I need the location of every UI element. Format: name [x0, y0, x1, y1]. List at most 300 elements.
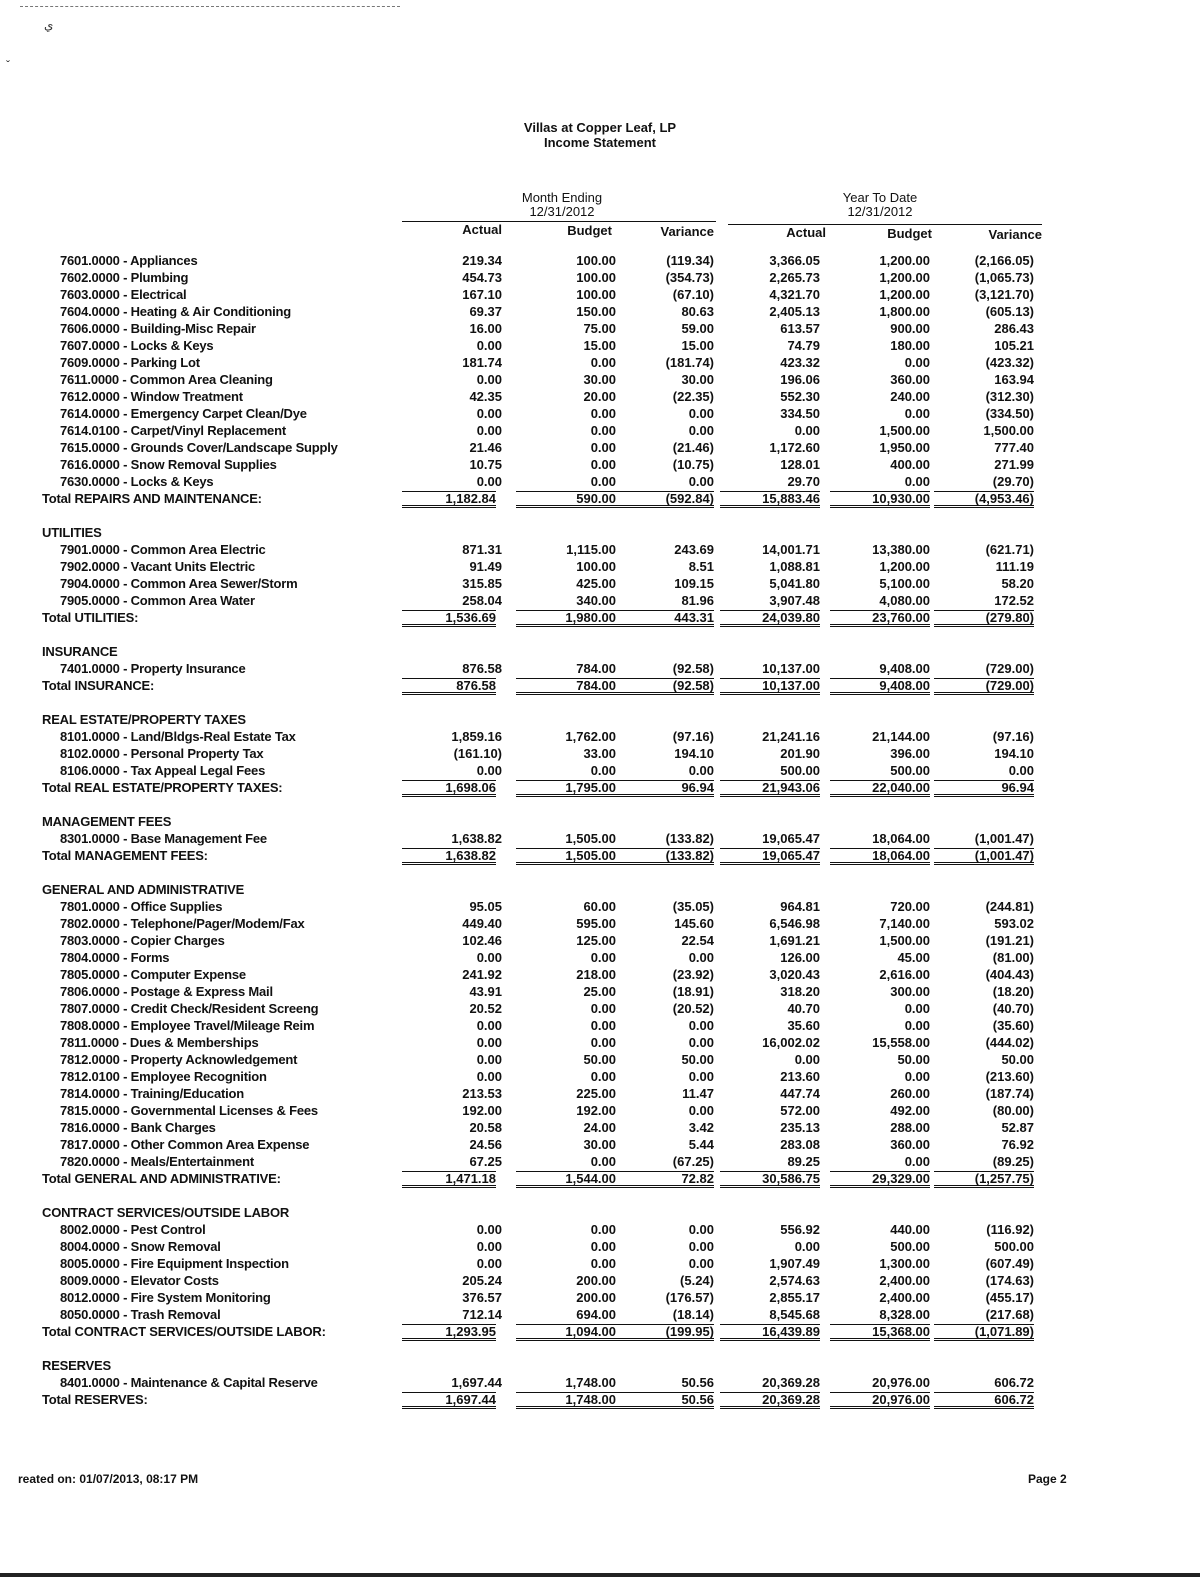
month-variance-cell: 0.00	[688, 1018, 714, 1033]
ytd-variance-cell: 286.43	[994, 321, 1034, 336]
ytd-actual-cell: 16,439.89	[720, 1324, 820, 1341]
ytd-actual-cell: 5,041.80	[769, 576, 820, 591]
ytd-actual-cell: 196.06	[780, 372, 820, 387]
table-row	[0, 1374, 1200, 1391]
section-label: INSURANCE	[42, 644, 118, 659]
ytd-actual-cell: 447.74	[780, 1086, 820, 1101]
ytd-actual-cell: 8,545.68	[769, 1307, 820, 1322]
ytd-budget-cell: 1,200.00	[879, 270, 930, 285]
ytd-variance-cell: (191.21)	[985, 933, 1034, 948]
ytd-actual-cell: 613.57	[780, 321, 820, 336]
ytd-variance-cell: 105.21	[994, 338, 1034, 353]
table-row	[0, 1017, 1200, 1034]
spacer-row	[0, 796, 1200, 813]
account-label: 7820.0000 - Meals/Entertainment	[60, 1154, 254, 1169]
scan-mark: ي	[44, 18, 54, 32]
month-actual-cell: 0.00	[476, 1052, 502, 1067]
col-budget-ytd: Budget	[887, 226, 932, 241]
ytd-variance-cell: (80.00)	[992, 1103, 1034, 1118]
ytd-budget-cell: 1,950.00	[879, 440, 930, 455]
ytd-variance-cell: 52.87	[1001, 1120, 1034, 1135]
month-variance-cell: 0.00	[688, 1103, 714, 1118]
month-budget-cell: 1,795.00	[516, 780, 616, 797]
ytd-budget-cell: 1,500.00	[879, 423, 930, 438]
month-variance-cell: 59.00	[681, 321, 714, 336]
month-actual-cell: 0.00	[476, 1239, 502, 1254]
ytd-variance-cell: (3,121.70)	[974, 287, 1034, 302]
table-row	[0, 303, 1200, 320]
month-budget-cell: 0.00	[590, 1154, 616, 1169]
account-label: 8401.0000 - Maintenance & Capital Reserve	[60, 1375, 318, 1390]
month-variance-cell: (23.92)	[672, 967, 714, 982]
account-label: 8102.0000 - Personal Property Tax	[60, 746, 264, 761]
month-budget-cell: 1,505.00	[565, 831, 616, 846]
ytd-actual-cell: 15,883.46	[720, 491, 820, 508]
ytd-variance-cell: (605.13)	[985, 304, 1034, 319]
ytd-actual-cell: 201.90	[780, 746, 820, 761]
month-actual-cell: 876.58	[462, 661, 502, 676]
ytd-actual-cell: 20,369.28	[720, 1392, 820, 1409]
ytd-actual-cell: 14,001.71	[762, 542, 820, 557]
month-budget-cell: 30.00	[583, 372, 616, 387]
ytd-actual-cell: 126.00	[780, 950, 820, 965]
account-label: 7814.0000 - Training/Education	[60, 1086, 245, 1101]
month-actual-cell: 241.92	[462, 967, 502, 982]
month-variance-cell: 50.56	[614, 1392, 714, 1409]
month-variance-cell: (133.82)	[614, 848, 714, 865]
month-actual-cell: 1,698.06	[402, 780, 496, 797]
month-variance-cell: 0.00	[688, 474, 714, 489]
table-row	[0, 1306, 1200, 1323]
table-row	[0, 830, 1200, 847]
scan-mark: ˇ	[6, 58, 10, 72]
ytd-actual-cell: 2,265.73	[769, 270, 820, 285]
month-actual-cell: 0.00	[476, 338, 502, 353]
month-actual-cell: 1,859.16	[451, 729, 502, 744]
month-actual-cell: 42.35	[469, 389, 502, 404]
account-label: 8301.0000 - Base Management Fee	[60, 831, 267, 846]
ytd-budget-cell: 45.00	[897, 950, 930, 965]
ytd-actual-cell: 35.60	[787, 1018, 820, 1033]
month-actual-cell: 1,697.44	[402, 1392, 496, 1409]
ytd-actual-cell: 2,574.63	[769, 1273, 820, 1288]
spacer-row	[0, 864, 1200, 881]
ytd-actual-cell: 21,241.16	[762, 729, 820, 744]
month-budget-cell: 0.00	[590, 1222, 616, 1237]
month-budget-cell: 100.00	[576, 270, 616, 285]
ytd-actual-cell: 3,020.43	[769, 967, 820, 982]
section-label: REAL ESTATE/PROPERTY TAXES	[42, 712, 246, 727]
table-row	[0, 1034, 1200, 1051]
ytd-label: Year To Date	[842, 190, 918, 205]
account-label: 7630.0000 - Locks & Keys	[60, 474, 214, 489]
month-variance-cell: 5.44	[688, 1137, 714, 1152]
ytd-budget-cell: 180.00	[890, 338, 930, 353]
ytd-budget-cell: 260.00	[890, 1086, 930, 1101]
ytd-actual-cell: 0.00	[794, 1052, 820, 1067]
ytd-budget-cell: 29,329.00	[830, 1171, 930, 1188]
month-budget-cell: 200.00	[576, 1290, 616, 1305]
ytd-budget-cell: 440.00	[890, 1222, 930, 1237]
month-actual-cell: 0.00	[476, 950, 502, 965]
month-actual-cell: 876.58	[402, 678, 496, 695]
table-row	[0, 1068, 1200, 1085]
ytd-actual-cell: 19,065.47	[720, 848, 820, 865]
table-row	[0, 1051, 1200, 1068]
ytd-budget-cell: 1,500.00	[879, 933, 930, 948]
ytd-budget-cell: 2,400.00	[879, 1273, 930, 1288]
ytd-budget-cell: 5,100.00	[879, 576, 930, 591]
month-variance-cell: (133.82)	[665, 831, 714, 846]
month-budget-cell: 0.00	[590, 355, 616, 370]
ytd-variance-cell: (35.60)	[992, 1018, 1034, 1033]
month-actual-cell: 0.00	[476, 406, 502, 421]
ytd-actual-cell: 0.00	[794, 1239, 820, 1254]
month-actual-cell: 91.49	[469, 559, 502, 574]
ytd-actual-cell: 74.79	[787, 338, 820, 353]
ytd-actual-cell: 556.92	[780, 1222, 820, 1237]
ytd-budget-cell: 500.00	[890, 1239, 930, 1254]
ytd-budget-cell: 1,200.00	[879, 253, 930, 268]
total-row	[0, 677, 1200, 694]
month-budget-cell: 0.00	[590, 1018, 616, 1033]
account-label: 7614.0100 - Carpet/Vinyl Replacement	[60, 423, 286, 438]
month-budget-cell: 0.00	[590, 1035, 616, 1050]
month-variance-cell: 0.00	[688, 423, 714, 438]
month-variance-cell: 15.00	[681, 338, 714, 353]
month-actual-cell: 1,471.18	[402, 1171, 496, 1188]
month-variance-cell: (199.95)	[614, 1324, 714, 1341]
ytd-actual-cell: 500.00	[780, 763, 820, 778]
ytd-actual-cell: 40.70	[787, 1001, 820, 1016]
ytd-budget-cell: 240.00	[890, 389, 930, 404]
month-variance-cell: (67.25)	[672, 1154, 714, 1169]
company-name: Villas at Copper Leaf, LP	[523, 120, 677, 135]
ytd-variance-cell: (244.81)	[985, 899, 1034, 914]
ytd-actual-cell: 10,137.00	[762, 661, 820, 676]
account-label: 8106.0000 - Tax Appeal Legal Fees	[60, 763, 266, 778]
month-budget-cell: 25.00	[583, 984, 616, 999]
account-label: Total MANAGEMENT FEES:	[42, 848, 208, 863]
month-variance-cell: (592.84)	[614, 491, 714, 508]
month-variance-cell: 8.51	[688, 559, 714, 574]
account-label: 7808.0000 - Employee Travel/Mileage Reim	[60, 1018, 315, 1033]
section-label: UTILITIES	[42, 525, 102, 540]
month-variance-cell: 0.00	[688, 763, 714, 778]
table-row	[0, 422, 1200, 439]
account-label: 7817.0000 - Other Common Area Expense	[60, 1137, 310, 1152]
month-variance-cell: 11.47	[682, 1086, 714, 1101]
month-budget-cell: 0.00	[590, 950, 616, 965]
month-budget-cell: 200.00	[576, 1273, 616, 1288]
ytd-budget-cell: 300.00	[890, 984, 930, 999]
ytd-variance-cell: (607.49)	[985, 1256, 1034, 1271]
ytd-actual-cell: 1,907.49	[769, 1256, 820, 1271]
ytd-actual-cell: 30,586.75	[720, 1171, 820, 1188]
col-actual-ytd: Actual	[786, 225, 826, 240]
account-label: 7609.0000 - Parking Lot	[60, 355, 200, 370]
ytd-actual-cell: 19,065.47	[762, 831, 820, 846]
table-row	[0, 745, 1200, 762]
section-label: GENERAL AND ADMINISTRATIVE	[42, 882, 245, 897]
account-label: 7812.0000 - Property Acknowledgement	[60, 1052, 298, 1067]
month-budget-cell: 590.00	[516, 491, 616, 508]
month-variance-cell: (119.34)	[666, 253, 714, 268]
account-label: Total RESERVES:	[42, 1392, 148, 1407]
ytd-budget-cell: 900.00	[890, 321, 930, 336]
table-row	[0, 439, 1200, 456]
month-variance-cell: 72.82	[614, 1171, 714, 1188]
col-budget-month: Budget	[567, 223, 612, 238]
account-label: 8004.0000 - Snow Removal	[60, 1239, 221, 1254]
month-budget-cell: 100.00	[576, 287, 616, 302]
total-row	[0, 490, 1200, 507]
month-ending-label: Month Ending	[521, 190, 603, 205]
account-label: 7606.0000 - Building-Misc Repair	[60, 321, 256, 336]
month-actual-cell: 219.34	[462, 253, 502, 268]
ytd-variance-cell: 777.40	[994, 440, 1034, 455]
month-variance-cell: 80.63	[681, 304, 714, 319]
month-budget-cell: 30.00	[583, 1137, 616, 1152]
month-budget-cell: 0.00	[590, 763, 616, 778]
month-actual-cell: 167.10	[462, 287, 502, 302]
ytd-budget-cell: 13,380.00	[872, 542, 930, 557]
account-label: 8002.0000 - Pest Control	[60, 1222, 206, 1237]
month-actual-cell: 1,536.69	[402, 610, 496, 627]
col-variance-ytd: Variance	[988, 227, 1042, 242]
account-label: 7615.0000 - Grounds Cover/Landscape Supply	[60, 440, 338, 455]
ytd-budget-cell: 10,930.00	[830, 491, 930, 508]
month-variance-cell: 0.00	[688, 950, 714, 965]
account-label: 7904.0000 - Common Area Sewer/Storm	[60, 576, 298, 591]
ytd-actual-cell: 423.32	[780, 355, 820, 370]
month-variance-cell: 243.69	[674, 542, 714, 557]
month-budget-cell: 24.00	[583, 1120, 616, 1135]
spacer-row	[0, 694, 1200, 711]
month-actual-cell: 376.57	[462, 1290, 502, 1305]
ytd-budget-cell: 18,064.00	[872, 831, 930, 846]
month-variance-cell: (18.14)	[672, 1307, 714, 1322]
month-variance-cell: (20.52)	[672, 1001, 714, 1016]
section-heading	[0, 881, 1200, 898]
ytd-variance-cell: (29.70)	[992, 474, 1034, 489]
ytd-variance-cell: 500.00	[994, 1239, 1034, 1254]
table-row	[0, 371, 1200, 388]
ytd-variance-cell: 96.94	[934, 780, 1034, 797]
total-row	[0, 1391, 1200, 1408]
account-label: 7812.0100 - Employee Recognition	[60, 1069, 267, 1084]
ytd-budget-cell: 9,408.00	[879, 661, 930, 676]
table-row	[0, 252, 1200, 269]
month-actual-cell: 0.00	[476, 372, 502, 387]
month-actual-cell: 712.14	[462, 1307, 502, 1322]
month-actual-cell: 213.53	[462, 1086, 502, 1101]
month-variance-cell: (354.73)	[665, 270, 714, 285]
table-row	[0, 915, 1200, 932]
ytd-budget-cell: 492.00	[890, 1103, 930, 1118]
month-variance-cell: 50.56	[681, 1375, 714, 1390]
ytd-variance-cell: 172.52	[994, 593, 1034, 608]
total-row	[0, 609, 1200, 626]
month-budget-cell: 340.00	[576, 593, 616, 608]
month-actual-cell: 1,293.95	[402, 1324, 496, 1341]
col-variance-month: Variance	[660, 224, 714, 239]
ytd-variance-cell: (444.02)	[985, 1035, 1034, 1050]
month-actual-cell: 0.00	[476, 1256, 502, 1271]
table-row	[0, 1272, 1200, 1289]
account-label: 7816.0000 - Bank Charges	[60, 1120, 216, 1135]
month-variance-cell: 109.15	[674, 576, 714, 591]
col-actual-month: Actual	[462, 222, 502, 237]
ytd-variance-cell: 1,500.00	[983, 423, 1034, 438]
month-actual-cell: 20.58	[469, 1120, 502, 1135]
account-label: 8012.0000 - Fire System Monitoring	[60, 1290, 271, 1305]
month-actual-cell: 0.00	[476, 423, 502, 438]
ytd-variance-cell: (729.00)	[985, 661, 1034, 676]
spacer-row	[0, 507, 1200, 524]
ytd-budget-cell: 4,080.00	[879, 593, 930, 608]
section-heading	[0, 1357, 1200, 1374]
month-budget-cell: 33.00	[583, 746, 616, 761]
month-budget-cell: 425.00	[576, 576, 616, 591]
table-row	[0, 558, 1200, 575]
ytd-actual-cell: 283.08	[780, 1137, 820, 1152]
month-budget-cell: 784.00	[516, 678, 616, 695]
account-label: 7607.0000 - Locks & Keys	[60, 338, 214, 353]
month-actual-cell: 192.00	[462, 1103, 502, 1118]
ytd-budget-cell: 400.00	[890, 457, 930, 472]
ytd-budget-cell: 2,616.00	[879, 967, 930, 982]
month-variance-cell: 0.00	[688, 1239, 714, 1254]
income-statement-table	[0, 252, 1200, 1408]
month-budget-cell: 1,762.00	[565, 729, 616, 744]
account-label: 7612.0000 - Window Treatment	[60, 389, 243, 404]
ytd-budget-cell: 1,300.00	[879, 1256, 930, 1271]
ytd-budget-cell: 50.00	[897, 1052, 930, 1067]
ytd-variance-cell: 0.00	[1008, 763, 1034, 778]
month-variance-cell: 22.54	[681, 933, 714, 948]
account-label: 7602.0000 - Plumbing	[60, 270, 189, 285]
table-row	[0, 728, 1200, 745]
account-label: 7401.0000 - Property Insurance	[60, 661, 246, 676]
ytd-actual-cell: 318.20	[780, 984, 820, 999]
section-heading	[0, 813, 1200, 830]
total-row	[0, 1170, 1200, 1187]
month-actual-cell: 10.75	[469, 457, 502, 472]
table-row	[0, 269, 1200, 286]
month-variance-cell: 194.10	[674, 746, 714, 761]
month-budget-cell: 1,094.00	[516, 1324, 616, 1341]
ytd-budget-cell: 15,558.00	[872, 1035, 930, 1050]
month-ending-date: 12/31/2012	[529, 204, 595, 219]
ytd-budget-cell: 0.00	[904, 1069, 930, 1084]
account-label: 8101.0000 - Land/Bldgs-Real Estate Tax	[60, 729, 296, 744]
month-variance-cell: 145.60	[674, 916, 714, 931]
ytd-actual-cell: 1,691.21	[769, 933, 820, 948]
total-row	[0, 779, 1200, 796]
account-label: 7804.0000 - Forms	[60, 950, 170, 965]
month-budget-cell: 192.00	[576, 1103, 616, 1118]
ytd-budget-cell: 0.00	[904, 1154, 930, 1169]
account-label: 7905.0000 - Common Area Water	[60, 593, 255, 608]
ytd-budget-cell: 0.00	[904, 406, 930, 421]
month-budget-cell: 1,115.00	[566, 542, 616, 557]
month-budget-cell: 218.00	[576, 967, 616, 982]
account-label: Total GENERAL AND ADMINISTRATIVE:	[42, 1171, 281, 1186]
account-label: 7811.0000 - Dues & Memberships	[60, 1035, 259, 1050]
ytd-budget-cell: 21,144.00	[872, 729, 930, 744]
account-label: 7805.0000 - Computer Expense	[60, 967, 246, 982]
ytd-variance-cell: (217.68)	[985, 1307, 1034, 1322]
month-variance-cell: 30.00	[681, 372, 714, 387]
ytd-variance-cell: (334.50)	[985, 406, 1034, 421]
month-variance-cell: 0.00	[688, 1035, 714, 1050]
month-actual-cell: 1,697.44	[451, 1375, 502, 1390]
month-variance-cell: 0.00	[688, 1222, 714, 1237]
month-budget-cell: 0.00	[590, 457, 616, 472]
month-budget-cell: 595.00	[576, 916, 616, 931]
month-variance-cell: 3.42	[688, 1120, 714, 1135]
ytd-variance-cell: (455.17)	[985, 1290, 1034, 1305]
ytd-budget-cell: 1,800.00	[879, 304, 930, 319]
ytd-actual-cell: 6,546.98	[769, 916, 820, 931]
month-actual-cell: 449.40	[462, 916, 502, 931]
ytd-variance-cell: 606.72	[934, 1392, 1034, 1409]
table-row	[0, 354, 1200, 371]
account-label: Total UTILITIES:	[42, 610, 139, 625]
ytd-variance-cell: (116.92)	[986, 1222, 1034, 1237]
ytd-budget-cell: 7,140.00	[879, 916, 930, 931]
ytd-budget-cell: 360.00	[890, 372, 930, 387]
month-variance-cell: 0.00	[688, 1256, 714, 1271]
month-budget-cell: 50.00	[583, 1052, 616, 1067]
month-variance-cell: (181.74)	[665, 355, 714, 370]
month-variance-cell: (67.10)	[672, 287, 714, 302]
table-row	[0, 1221, 1200, 1238]
table-row	[0, 405, 1200, 422]
month-actual-cell: 1,182.84	[402, 491, 496, 508]
ytd-budget-cell: 9,408.00	[830, 678, 930, 695]
month-budget-cell: 225.00	[576, 1086, 616, 1101]
ytd-variance-cell: (97.16)	[992, 729, 1034, 744]
month-actual-cell: 16.00	[469, 321, 502, 336]
month-variance-cell: 443.31	[614, 610, 714, 627]
month-variance-cell: (97.16)	[672, 729, 714, 744]
ytd-actual-cell: 1,088.81	[769, 559, 820, 574]
table-row	[0, 388, 1200, 405]
month-actual-cell: 205.24	[462, 1273, 502, 1288]
table-row	[0, 762, 1200, 779]
month-variance-cell: (18.91)	[672, 984, 714, 999]
account-label: Total INSURANCE:	[42, 678, 155, 693]
month-actual-cell: (161.10)	[453, 746, 502, 761]
account-label: 7901.0000 - Common Area Electric	[60, 542, 266, 557]
account-label: Total REAL ESTATE/PROPERTY TAXES:	[42, 780, 283, 795]
ytd-actual-cell: 1,172.60	[769, 440, 820, 455]
table-row	[0, 898, 1200, 915]
ytd-variance-cell: 593.02	[994, 916, 1034, 931]
ytd-actual-cell: 235.13	[780, 1120, 820, 1135]
month-variance-cell: (92.58)	[672, 661, 714, 676]
ytd-budget-cell: 23,760.00	[830, 610, 930, 627]
table-row	[0, 456, 1200, 473]
spacer-row	[0, 1187, 1200, 1204]
table-row	[0, 541, 1200, 558]
table-row	[0, 1153, 1200, 1170]
ytd-variance-cell: (279.80)	[934, 610, 1034, 627]
ytd-budget-cell: 360.00	[890, 1137, 930, 1152]
table-row	[0, 473, 1200, 490]
